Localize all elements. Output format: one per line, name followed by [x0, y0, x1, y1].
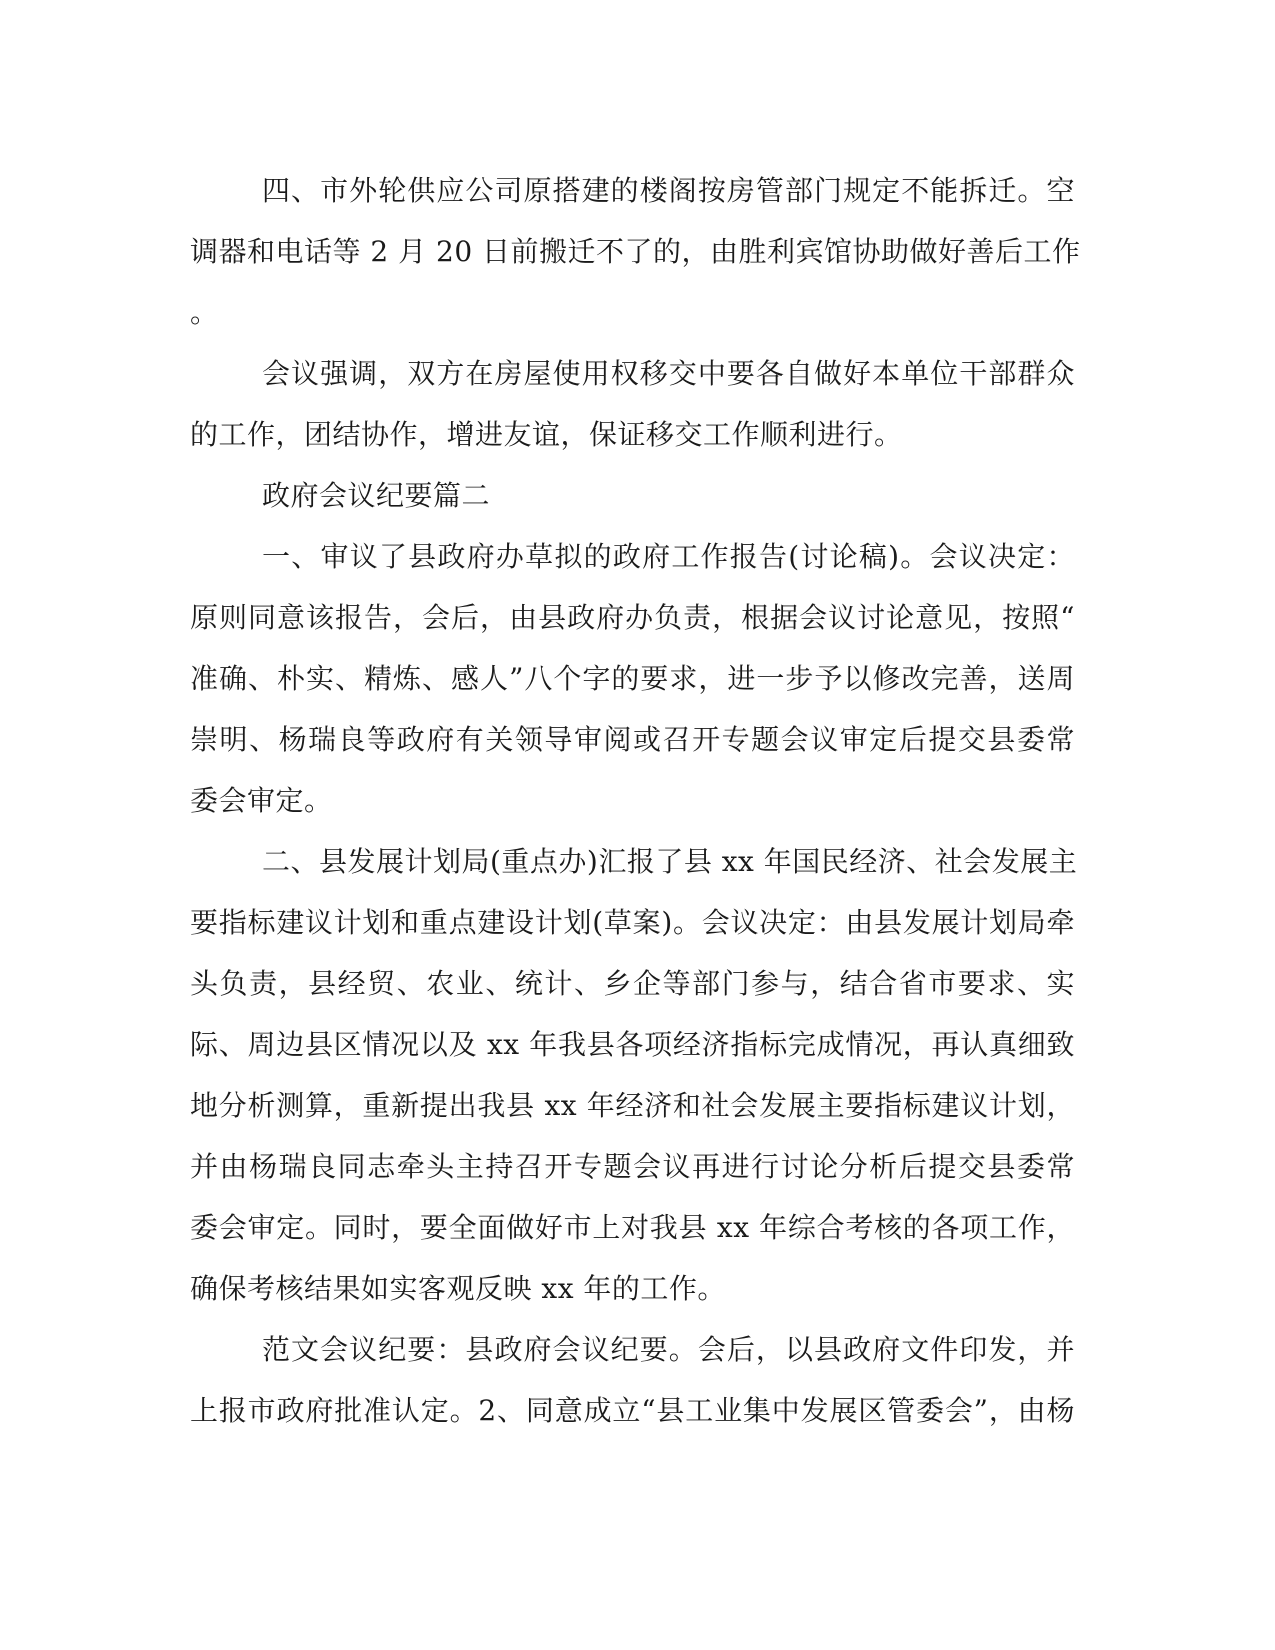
- paragraph-line: 确保考核结果如实客观反映 xx 年的工作。: [190, 1272, 726, 1305]
- paragraph-line: 范文会议纪要：县政府会议纪要。会后，以县政府文件印发，并: [262, 1333, 1075, 1366]
- paragraph-line: 地分析测算，重新提出我县 xx 年经济和社会发展主要指标建议计划，: [190, 1089, 1075, 1122]
- paragraph-line: 会议强调，双方在房屋使用权移交中要各自做好本单位干部群众: [262, 357, 1075, 390]
- paragraph-line: 委会审定。: [190, 784, 333, 817]
- paragraph-line: 调器和电话等 2 月 20 日前搬迁不了的，由胜利宾馆协助做好善后工作: [190, 235, 1081, 268]
- paragraph-line: 二、县发展计划局(重点办)汇报了县 xx 年国民经济、社会发展主: [262, 845, 1078, 878]
- paragraph-line: 际、周边县区情况以及 xx 年我县各项经济指标完成情况，再认真细致: [190, 1028, 1075, 1061]
- paragraph-line: 崇明、杨瑞良等政府有关领导审阅或召开专题会议审定后提交县委常: [190, 723, 1075, 756]
- paragraph-line: 一、审议了县政府办草拟的政府工作报告(讨论稿)。会议决定：: [262, 540, 1075, 573]
- paragraph-line: 头负责，县经贸、农业、统计、乡企等部门参与，结合省市要求、实: [190, 967, 1075, 1000]
- paragraph-line: 并由杨瑞良同志牵头主持召开专题会议再进行讨论分析后提交县委常: [190, 1150, 1075, 1183]
- paragraph-line: 要指标建议计划和重点建设计划(草案)。会议决定：由县发展计划局牵: [190, 906, 1075, 939]
- paragraph-line: 。: [190, 296, 219, 329]
- document-body: [190, 160, 1081, 1441]
- paragraph-line: 的工作，团结协作，增进友谊，保证移交工作顺利进行。: [190, 418, 903, 451]
- section-heading: 政府会议纪要篇二: [262, 479, 491, 512]
- paragraph-line: 委会审定。同时，要全面做好市上对我县 xx 年综合考核的各项工作，: [190, 1211, 1075, 1244]
- paragraph-line: 四、市外轮供应公司原搭建的楼阁按房管部门规定不能拆迁。空: [262, 174, 1075, 207]
- paragraph-line: 上报市政府批准认定。2、同意成立“县工业集中发展区管委会”，由杨: [190, 1394, 1075, 1427]
- paragraph-line: 准确、朴实、精炼、感人”八个字的要求，进一步予以修改完善，送周: [190, 662, 1075, 695]
- paragraph-line: 原则同意该报告，会后，由县政府办负责，根据会议讨论意见，按照“: [190, 601, 1075, 634]
